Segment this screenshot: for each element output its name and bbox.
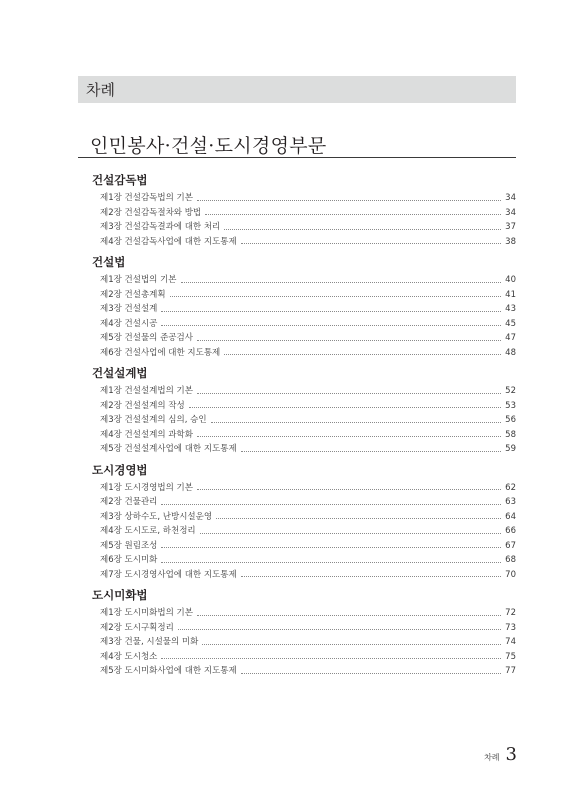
toc-entry-page: 34	[505, 193, 516, 203]
toc-entry-page: 34	[505, 207, 516, 218]
toc-entry-page: 41	[505, 289, 516, 300]
toc-entry-page: 68	[505, 555, 516, 565]
toc-part	[92, 462, 516, 583]
toc-entry-page: 43	[505, 304, 516, 314]
toc-entry-page: 48	[505, 347, 516, 358]
toc-dot-leader	[161, 658, 501, 659]
toc-entry[interactable]	[92, 273, 516, 288]
toc-entry-page: 66	[505, 526, 516, 536]
toc-header-title: 차례	[86, 81, 115, 99]
toc-dot-leader	[161, 325, 501, 326]
toc-part-title: 건설설계법	[92, 366, 148, 380]
toc-dot-leader	[197, 340, 501, 341]
toc-entry-page: 38	[505, 236, 516, 247]
toc-entry[interactable]	[92, 399, 516, 414]
toc-entry-label: 제5장 건설설계사업에 대한 지도통제	[100, 444, 237, 454]
toc-dot-leader	[202, 644, 501, 645]
toc-entry[interactable]	[92, 442, 516, 457]
toc-entry-page: 53	[505, 400, 516, 411]
toc-entry-page: 47	[505, 333, 516, 343]
toc-entry-label: 제5장 건설물의 준공검사	[100, 333, 193, 343]
toc-part-title: 건설법	[92, 255, 126, 269]
toc-entry-page: 62	[505, 482, 516, 493]
page-footer	[484, 744, 517, 765]
toc-dot-leader	[181, 282, 502, 283]
toc-part	[92, 587, 516, 679]
page-number: 3	[505, 744, 517, 765]
toc-entry-page: 74	[505, 637, 516, 647]
toc-entry[interactable]	[92, 510, 516, 525]
toc-dot-leader	[216, 518, 501, 519]
toc-entry-page: 63	[505, 497, 516, 507]
toc-entry-label: 제3장 건설설계	[100, 304, 158, 314]
toc-part-title: 도시경영법	[92, 462, 148, 477]
toc-entry-label: 제7장 도시경영사업에 대한 지도통제	[100, 569, 237, 580]
toc-entry[interactable]	[92, 481, 516, 496]
toc-dot-leader	[161, 504, 501, 505]
toc-entry-label: 제2장 도시구획정리	[100, 622, 174, 633]
toc-dot-leader	[197, 436, 501, 437]
toc-entry-page: 52	[505, 386, 516, 396]
toc-entry-label: 제4장 건설감독사업에 대한 지도통제	[100, 236, 237, 247]
toc-entry[interactable]	[92, 413, 516, 428]
toc-header-bar	[78, 76, 516, 103]
toc-entry-page: 64	[505, 511, 516, 522]
toc-entry[interactable]	[92, 539, 516, 554]
toc-dot-leader	[241, 576, 501, 577]
toc-entry[interactable]	[92, 650, 516, 665]
toc-dot-leader	[161, 547, 501, 548]
toc-dot-leader	[197, 200, 501, 201]
toc-entry-label: 제3장 상하수도, 난방시설운영	[100, 511, 213, 522]
toc-entry-label: 제2장 건물관리	[100, 497, 158, 507]
toc-entry-label: 제1장 도시경영법의 기본	[100, 482, 193, 493]
toc-entry[interactable]	[92, 664, 516, 679]
toc-entry-label: 제4장 도시도로, 하천정리	[100, 526, 196, 536]
toc-entry[interactable]	[92, 384, 516, 399]
toc-entry[interactable]	[92, 621, 516, 636]
toc-entry-label: 제1장 건설법의 기본	[100, 275, 177, 285]
toc-entry-label: 제1장 건설설계법의 기본	[100, 386, 193, 396]
toc-entry-page: 72	[505, 608, 516, 618]
toc-entry-label: 제4장 도시청소	[100, 651, 158, 662]
toc-entry-page: 59	[505, 444, 516, 454]
toc-entry[interactable]	[92, 206, 516, 221]
toc-entry-page: 40	[505, 275, 516, 285]
toc-dot-leader	[197, 393, 501, 394]
toc-dot-leader	[241, 451, 501, 452]
toc-entry-page: 56	[505, 415, 516, 425]
toc-dot-leader	[211, 422, 502, 423]
toc-entry-label: 제1장 건설감독법의 기본	[100, 193, 193, 203]
toc-dot-leader	[178, 629, 501, 630]
toc-entry-label: 제4장 건설설계의 과학화	[100, 429, 193, 440]
toc-entry-page: 77	[505, 666, 516, 676]
toc-entry[interactable]	[92, 288, 516, 303]
toc-dot-leader	[224, 229, 501, 230]
toc-dot-leader	[189, 407, 501, 408]
toc-dot-leader	[200, 533, 502, 534]
toc-entry-page: 37	[505, 222, 516, 232]
toc-dot-leader	[241, 243, 501, 244]
toc-dot-leader	[170, 296, 502, 297]
toc-entry[interactable]	[92, 346, 516, 361]
toc-entry-page: 58	[505, 429, 516, 440]
toc-entry-label: 제2장 건설감독절차와 방법	[100, 207, 202, 218]
toc-entry[interactable]	[92, 524, 516, 539]
footer-label: 차례	[484, 753, 500, 762]
toc-entry[interactable]	[92, 606, 516, 621]
toc-entry-label: 제2장 건설총계획	[100, 289, 166, 300]
toc-entry-label: 제6장 도시미화	[100, 555, 158, 565]
toc-entry-label: 제5장 도시미화사업에 대한 지도통제	[100, 666, 237, 676]
toc-entry-label: 제3장 건설설계의 심의, 승인	[100, 415, 207, 425]
section-title-rule	[78, 157, 516, 158]
toc-entry-page: 67	[505, 540, 516, 551]
toc-part	[92, 365, 516, 457]
toc-entry-label: 제3장 건설감독결과에 대한 처리	[100, 222, 221, 232]
toc-entry[interactable]	[92, 220, 516, 235]
toc-entry[interactable]	[92, 568, 516, 583]
toc-part	[92, 254, 516, 360]
toc-entry-page: 70	[505, 569, 516, 580]
toc-part-title: 도시미화법	[92, 588, 148, 602]
toc-entry-label: 제6장 건설사업에 대한 지도통제	[100, 347, 221, 358]
toc-entry[interactable]	[92, 635, 516, 650]
toc-dot-leader	[205, 214, 501, 215]
toc-entry[interactable]	[92, 495, 516, 510]
toc-dot-leader	[161, 311, 501, 312]
toc-entry-label: 제4장 건설시공	[100, 318, 158, 329]
toc-part	[92, 172, 516, 249]
toc-entry[interactable]	[92, 302, 516, 317]
toc-dot-leader	[161, 562, 501, 563]
toc-entry-page: 75	[505, 651, 516, 662]
toc-entry[interactable]	[92, 317, 516, 332]
toc-entry-label: 제3장 건물, 시설물의 미화	[100, 637, 199, 647]
toc-dot-leader	[197, 615, 501, 616]
toc-part-title: 건설감독법	[92, 173, 148, 187]
toc-entry[interactable]	[92, 331, 516, 346]
toc-entry[interactable]	[92, 428, 516, 443]
toc-entry-page: 73	[505, 622, 516, 633]
toc-dot-leader	[241, 673, 501, 674]
toc-entry-label: 제1장 도시미화법의 기본	[100, 608, 193, 618]
toc-entry-label: 제5장 원림조성	[100, 540, 158, 551]
table-of-contents	[92, 172, 516, 684]
toc-dot-leader	[224, 354, 501, 355]
section-title: 인민봉사·건설·도시경영부문	[90, 135, 327, 157]
toc-dot-leader	[197, 489, 501, 490]
toc-entry-label: 제2장 건설설계의 작성	[100, 400, 185, 411]
toc-entry[interactable]	[92, 191, 516, 206]
toc-entry-page: 45	[505, 318, 516, 329]
toc-entry[interactable]	[92, 553, 516, 568]
toc-entry[interactable]	[92, 235, 516, 250]
